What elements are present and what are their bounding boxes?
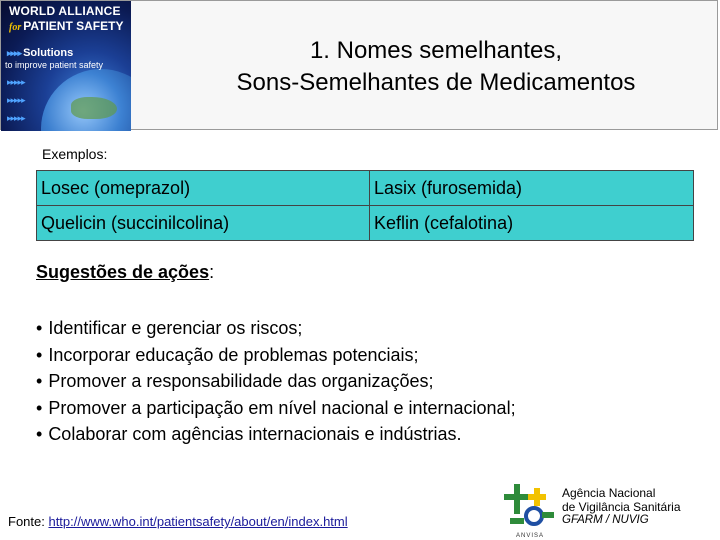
table-cell: Losec (omeprazol) [37,171,370,206]
agency-info [562,487,681,528]
table-row [37,171,694,206]
agency-line-2: de Vigilância Sanitária [562,499,681,514]
logo-line-2: for PATIENT SAFETY [9,19,124,33]
examples-label: Exemplos: [42,146,108,162]
title-line-2: Sons-Semelhantes de Medicamentos [236,69,636,96]
suggestions-heading: Sugestões de ações: [36,262,215,282]
list-item: • Promover a participação em nível nacional e internacional; [36,397,516,418]
arrows-icon: ▸▸▸▸▸ [7,95,25,105]
source-citation: Fonte: http://www.who.int/patientsafety/about/en/index.html [8,514,348,529]
list-item: • Promover a responsabilidade das organizações; [36,371,434,391]
drug-examples-table [36,170,694,241]
actions-list [36,315,516,448]
logo-line-4: to improve patient safety [5,60,104,70]
table-cell: Lasix (furosemida) [370,171,694,206]
arrows-icon: ▸▸▸▸ [7,48,22,58]
world-alliance-logo [1,1,131,131]
list-item: • Colaborar com agências internacionais e indústrias. [36,424,462,444]
table-row [37,206,694,241]
arrows-icon: ▸▸▸▸▸ [7,77,25,87]
anvisa-logo-text: ANVISA [515,533,545,539]
table-cell: Quelicin (succinilcolina) [37,206,370,241]
slide-title [151,35,720,99]
list-item: • Identificar e gerenciar os riscos; [36,318,303,338]
title-line-1: 1. Nomes semelhantes, [309,37,563,64]
logo-line-3: ▸▸▸▸ Solutions [7,47,74,59]
agency-line-1: Agência Nacional [562,486,656,500]
agency-line-3: GFARM / NUVIG [562,514,649,526]
arrows-icon: ▸▸▸▸▸ [7,113,25,123]
header-banner [0,0,718,130]
logo-line-1: WORLD ALLIANCE [9,4,121,18]
anvisa-logo [504,484,556,540]
source-link[interactable]: http://www.who.int/patientsafety/about/en/index.html [48,514,348,529]
list-item: • Incorporar educação de problemas potenciais; [36,344,419,365]
table-cell: Keflin (cefalotina) [370,206,694,241]
